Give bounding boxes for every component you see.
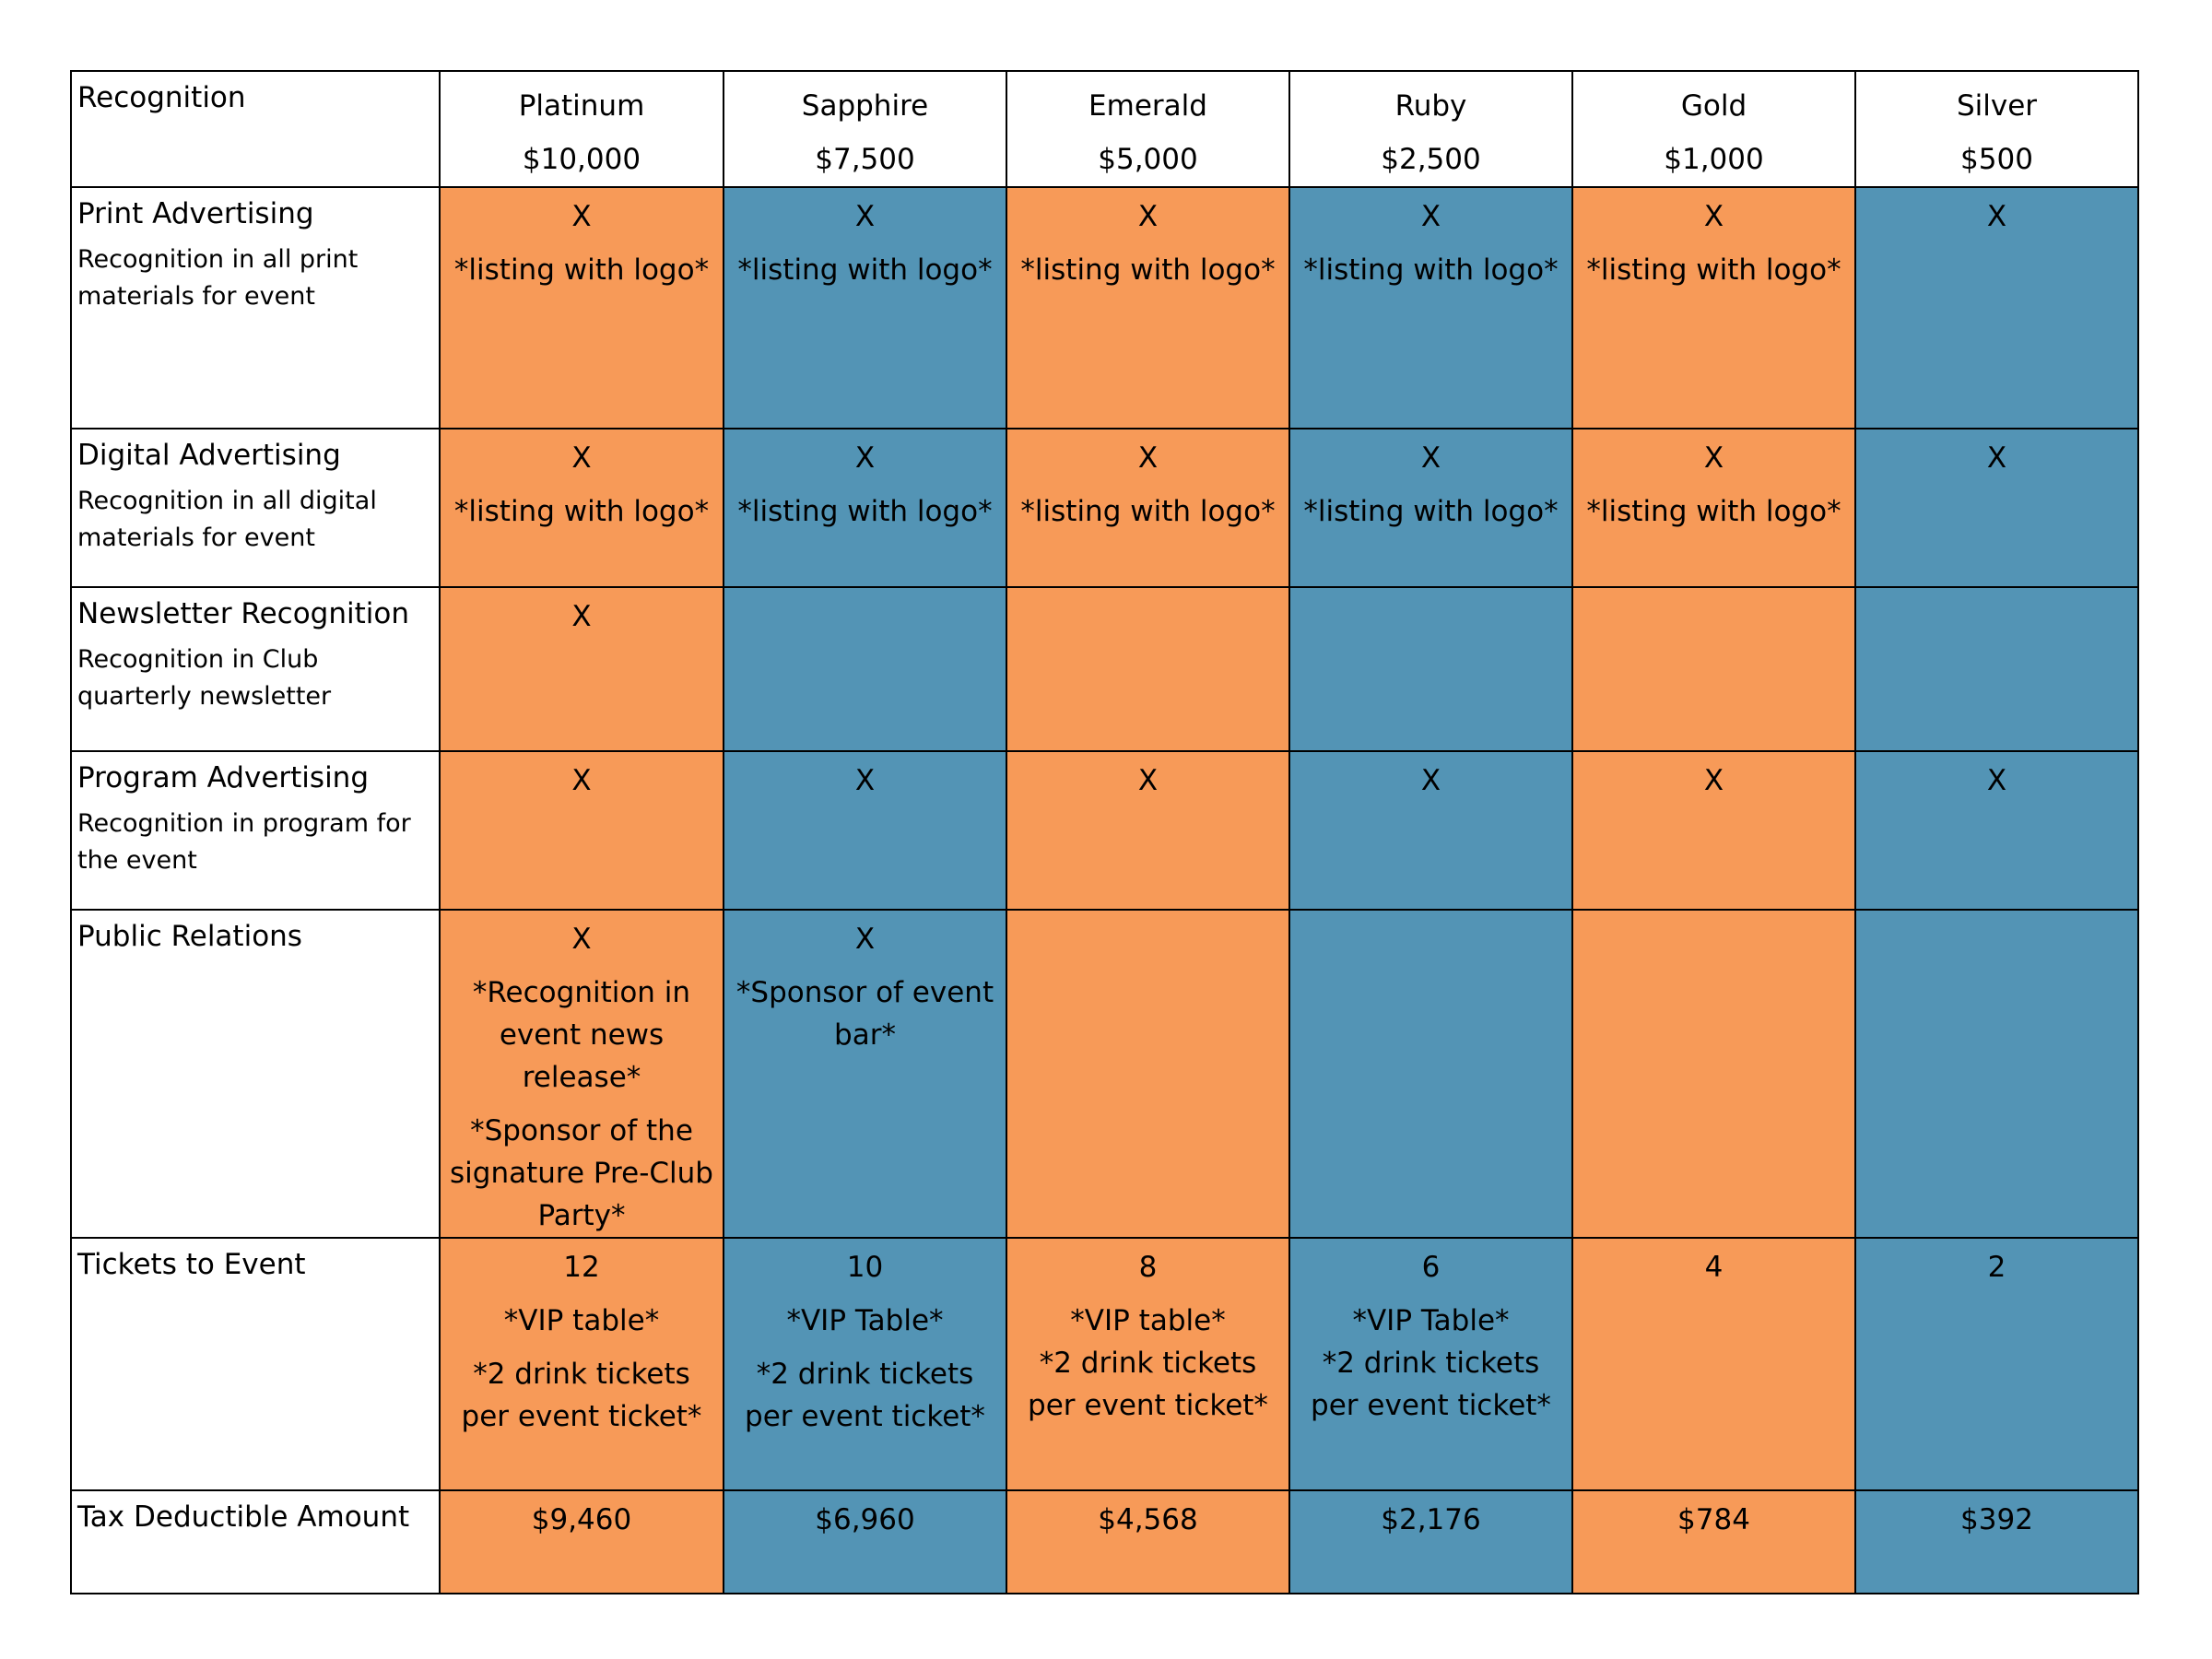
cell-note: *listing with logo* [1586, 495, 1841, 528]
cell-silver [1855, 1490, 2138, 1594]
tax-amount: $784 [1677, 1503, 1750, 1536]
cell-ruby [1289, 1238, 1572, 1490]
check-mark: X [1137, 764, 1159, 797]
cell-sapphire [724, 1490, 1006, 1594]
check-mark: X [1703, 200, 1724, 233]
check-mark: X [1137, 200, 1159, 233]
cell-emerald [1006, 1490, 1289, 1594]
cell-gold [1572, 751, 1855, 910]
cell-platinum [440, 1238, 724, 1490]
tier-name: Platinum [518, 89, 645, 123]
tier-name: Gold [1680, 89, 1747, 123]
cell-note: *VIP Table* [786, 1304, 944, 1337]
cell-gold [1572, 1490, 1855, 1594]
check-mark: X [571, 441, 592, 475]
cell-gold [1572, 187, 1855, 429]
header-recognition-cell [71, 71, 440, 187]
row-label-cell [71, 1490, 440, 1594]
cell-sapphire [724, 910, 1006, 1238]
check-mark: X [1986, 200, 2007, 233]
cell-note: *listing with logo* [1586, 253, 1841, 287]
cell-sapphire [724, 429, 1006, 587]
cell-note: *listing with logo* [453, 495, 710, 528]
header-row [71, 71, 2138, 187]
cell-gold [1572, 587, 1855, 751]
cell-note: *listing with logo* [737, 253, 993, 287]
tier-price: $5,000 [1098, 143, 1198, 176]
row-title: Digital Advertising [77, 439, 341, 472]
cell-platinum [440, 187, 724, 429]
row-description: Recognition in Club quarterly newsletter [77, 645, 332, 711]
cell-note: *listing with logo* [1303, 253, 1559, 287]
cell-sapphire [724, 587, 1006, 751]
check-mark: X [854, 441, 876, 475]
cell-note: *Sponsor of the signature Pre-Club Party* [450, 1114, 713, 1232]
cell-sapphire [724, 187, 1006, 429]
cell-emerald [1006, 187, 1289, 429]
cell-note: *VIP table* [503, 1304, 660, 1337]
sponsorship-table [70, 70, 2139, 1594]
tier-price: $500 [1960, 143, 2033, 176]
tax-amount: $392 [1960, 1503, 2033, 1536]
row-title: Program Advertising [77, 761, 370, 794]
cell-emerald [1006, 587, 1289, 751]
cell-note: *2 drink tickets per event ticket* [461, 1358, 702, 1433]
cell-platinum [440, 429, 724, 587]
ticket-count: 8 [1138, 1251, 1158, 1284]
row-program-advertising [71, 751, 2138, 910]
row-public-relations [71, 910, 2138, 1238]
cell-gold [1572, 1238, 1855, 1490]
tier-price: $7,500 [815, 143, 915, 176]
check-mark: X [854, 764, 876, 797]
check-mark: X [1986, 764, 2007, 797]
check-mark: X [571, 923, 592, 956]
tier-name: Ruby [1394, 89, 1467, 123]
cell-note: *VIP Table* [1352, 1304, 1510, 1337]
tier-price: $10,000 [522, 143, 641, 176]
cell-note: *2 drink tickets per event ticket* [1311, 1347, 1551, 1422]
cell-ruby [1289, 751, 1572, 910]
check-mark: X [1420, 764, 1441, 797]
ticket-count: 2 [1987, 1251, 2006, 1284]
tier-name: Emerald [1088, 89, 1207, 123]
cell-ruby [1289, 910, 1572, 1238]
row-label-cell [71, 1238, 440, 1490]
check-mark: X [1420, 200, 1441, 233]
cell-gold [1572, 910, 1855, 1238]
ticket-count: 10 [846, 1251, 884, 1284]
tier-header-silver [1855, 71, 2138, 187]
cell-silver [1855, 429, 2138, 587]
check-mark: X [854, 923, 876, 956]
row-tax-deductible-amount [71, 1490, 2138, 1594]
tax-amount: $4,568 [1098, 1503, 1198, 1536]
check-mark: X [571, 200, 592, 233]
cell-silver [1855, 1238, 2138, 1490]
check-mark: X [1703, 764, 1724, 797]
header-recognition-label: Recognition [77, 81, 246, 114]
row-title: Tickets to Event [77, 1248, 306, 1281]
tier-header-gold [1572, 71, 1855, 187]
cell-ruby [1289, 587, 1572, 751]
cell-ruby [1289, 429, 1572, 587]
tier-price: $2,500 [1381, 143, 1481, 176]
cell-note: *listing with logo* [1020, 495, 1276, 528]
cell-note: *2 drink tickets per event ticket* [1028, 1347, 1268, 1422]
cell-note: *VIP table* [1070, 1304, 1226, 1337]
cell-platinum [440, 910, 724, 1238]
tax-amount: $9,460 [531, 1503, 632, 1536]
row-title: Public Relations [77, 920, 302, 953]
cell-platinum [440, 751, 724, 910]
row-label-cell [71, 910, 440, 1238]
cell-note: *listing with logo* [453, 253, 710, 287]
tier-name: Silver [1956, 89, 2038, 123]
row-description: Recognition in program for the event [77, 809, 411, 875]
cell-silver [1855, 910, 2138, 1238]
cell-sapphire [724, 1238, 1006, 1490]
cell-emerald [1006, 910, 1289, 1238]
row-label-cell [71, 587, 440, 751]
ticket-count: 12 [563, 1251, 600, 1284]
row-label-cell [71, 187, 440, 429]
cell-emerald [1006, 429, 1289, 587]
row-description: Recognition in all print materials for event [77, 245, 359, 311]
tax-amount: $2,176 [1381, 1503, 1481, 1536]
row-label-cell [71, 751, 440, 910]
ticket-count: 4 [1704, 1251, 1724, 1284]
cell-emerald [1006, 751, 1289, 910]
row-label-cell [71, 429, 440, 587]
check-mark: X [571, 764, 592, 797]
tier-header-ruby [1289, 71, 1572, 187]
cell-note: *Recognition in event news release* [472, 976, 691, 1094]
row-print-advertising [71, 187, 2138, 429]
row-title: Print Advertising [77, 197, 314, 230]
ticket-count: 6 [1421, 1251, 1441, 1284]
cell-silver [1855, 587, 2138, 751]
cell-platinum [440, 1490, 724, 1594]
cell-silver [1855, 751, 2138, 910]
row-digital-advertising [71, 429, 2138, 587]
cell-note: *Sponsor of event bar* [735, 976, 994, 1052]
cell-emerald [1006, 1238, 1289, 1490]
check-mark: X [854, 200, 876, 233]
row-title: Tax Deductible Amount [77, 1500, 410, 1534]
cell-ruby [1289, 1490, 1572, 1594]
tier-header-platinum [440, 71, 724, 187]
check-mark: X [571, 600, 592, 633]
row-description: Recognition in all digital materials for event [77, 487, 377, 552]
tier-header-sapphire [724, 71, 1006, 187]
row-tickets-to-event [71, 1238, 2138, 1490]
check-mark: X [1137, 441, 1159, 475]
tier-name: Sapphire [801, 89, 929, 123]
cell-note: *listing with logo* [737, 495, 993, 528]
tax-amount: $6,960 [815, 1503, 915, 1536]
cell-note: *2 drink tickets per event ticket* [745, 1358, 985, 1433]
cell-sapphire [724, 751, 1006, 910]
check-mark: X [1986, 441, 2007, 475]
cell-gold [1572, 429, 1855, 587]
cell-ruby [1289, 187, 1572, 429]
tier-header-emerald [1006, 71, 1289, 187]
cell-note: *listing with logo* [1303, 495, 1559, 528]
cell-note: *listing with logo* [1020, 253, 1276, 287]
cell-silver [1855, 187, 2138, 429]
cell-platinum [440, 587, 724, 751]
row-title: Newsletter Recognition [77, 597, 409, 630]
check-mark: X [1703, 441, 1724, 475]
check-mark: X [1420, 441, 1441, 475]
tier-price: $1,000 [1664, 143, 1764, 176]
row-newsletter-recognition [71, 587, 2138, 751]
